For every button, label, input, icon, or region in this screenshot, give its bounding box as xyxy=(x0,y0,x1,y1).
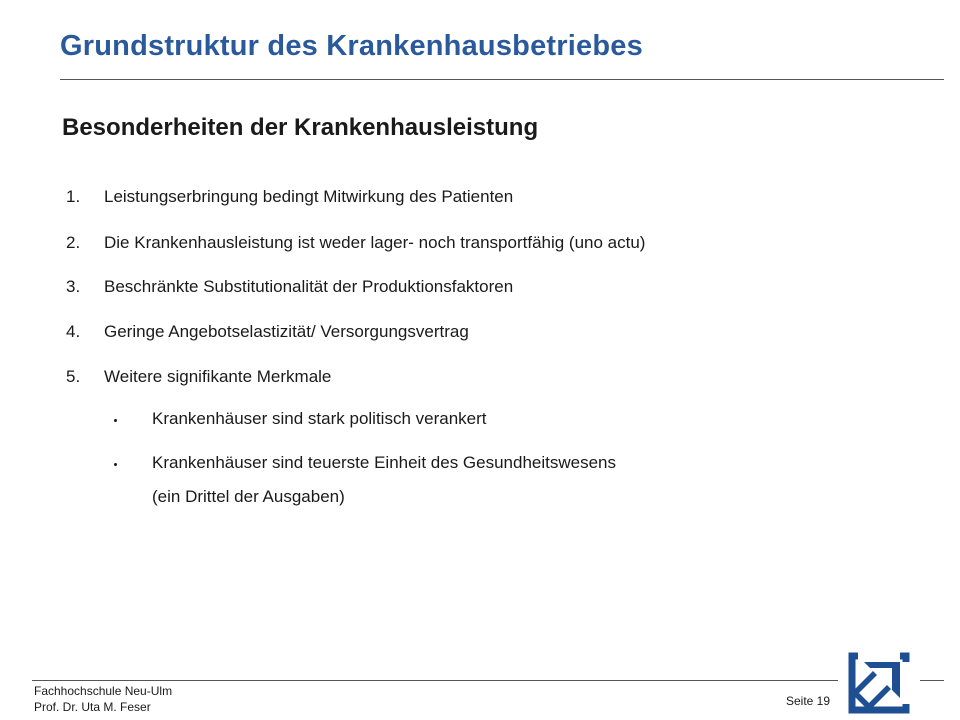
bullet-item-text: Krankenhäuser sind stark politisch verankert xyxy=(152,409,487,428)
footer-divider xyxy=(32,680,838,681)
slide-subtitle: Besonderheiten der Krankenhausleistung xyxy=(62,114,539,141)
list-item-number: 4. xyxy=(66,322,81,341)
slide-title: Grundstruktur des Krankenhausbetriebes xyxy=(60,30,643,62)
list-item xyxy=(66,233,645,253)
list-item-number: 2. xyxy=(66,233,81,252)
footer-institution: Fachhochschule Neu-Ulm xyxy=(34,684,173,698)
list-item-text: Die Krankenhausleistung ist weder lager- noch transportfähig (uno actu) xyxy=(104,233,646,252)
footer-divider-right xyxy=(920,680,944,681)
title-divider xyxy=(60,79,944,80)
list-item-text: Geringe Angebotselastizität/ Versorgungsvertrag xyxy=(104,322,469,341)
list-item xyxy=(66,187,513,207)
list-item xyxy=(66,322,469,342)
arrow-logo-icon xyxy=(844,648,914,718)
bullet-dot-icon xyxy=(114,419,117,422)
list-item-number: 5. xyxy=(66,367,81,386)
bullet-item-continuation: (ein Drittel der Ausgaben) xyxy=(152,487,345,506)
bullet-item-text: Krankenhäuser sind teuerste Einheit des Gesundheitswesens xyxy=(152,453,617,472)
list-item-text: Leistungserbringung bedingt Mitwirkung des Patienten xyxy=(104,187,514,206)
list-item xyxy=(66,367,331,387)
list-item-text: Beschränkte Substitutionalität der Produktionsfaktoren xyxy=(104,277,514,296)
list-item-text: Weitere signifikante Merkmale xyxy=(104,367,332,386)
page-number: Seite 19 xyxy=(786,694,831,708)
list-item-number: 3. xyxy=(66,277,81,296)
list-item xyxy=(66,277,513,297)
bullet-dot-icon xyxy=(114,463,117,466)
list-item-number: 1. xyxy=(66,187,81,206)
footer-author: Prof. Dr. Uta M. Feser xyxy=(34,700,151,714)
